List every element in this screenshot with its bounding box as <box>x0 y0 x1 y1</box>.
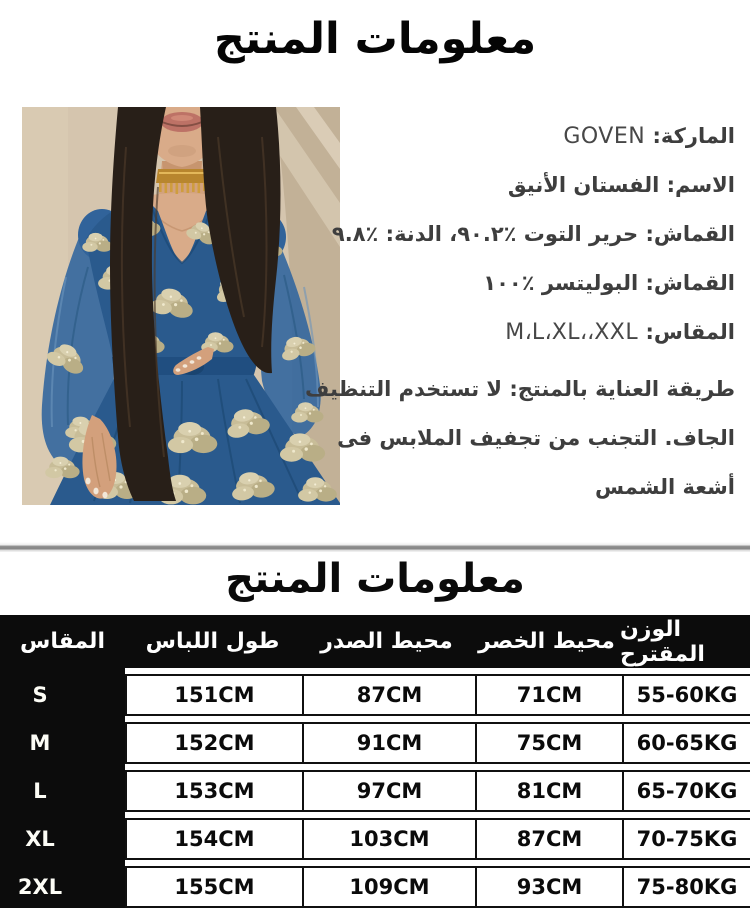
detail-brand-label: الماركة: <box>652 124 735 148</box>
length-cell: 154CM <box>174 827 255 851</box>
weight-cell: 70-75KG <box>622 820 750 858</box>
waist-cell: 71CM <box>475 676 622 714</box>
weight-cell: 75-80KG <box>622 868 750 906</box>
size-label: S <box>32 683 48 707</box>
detail-sizes <box>363 308 735 357</box>
size-section-title: معلومات المنتج <box>225 556 525 602</box>
product-photo <box>22 107 340 505</box>
product-photo-illustration <box>22 107 340 505</box>
size-label: XL <box>25 827 55 851</box>
size-label: M <box>29 731 51 755</box>
bust-cell: 87CM <box>302 676 475 714</box>
weight-cell: 65-70KG <box>622 772 750 810</box>
detail-sizes-value: M،L،XL،،XXL <box>505 320 639 345</box>
weight-cell: 55-60KG <box>622 676 750 714</box>
bust-cell: 91CM <box>302 724 475 762</box>
bust-cell: 109CM <box>302 868 475 906</box>
detail-care-line2: الجاف. التجنب من تجفيف الملابس فى <box>337 426 735 450</box>
detail-fabric-silk: القماش: حرير التوت ٪٩٠.٢، الدنة: ٪٩.٨ <box>331 222 735 246</box>
detail-care-line3: أشعة الشمس <box>595 475 735 499</box>
product-details <box>305 112 735 512</box>
length-cell: 151CM <box>174 683 255 707</box>
table-row <box>125 818 750 860</box>
waist-cell: 81CM <box>475 772 622 810</box>
size-chart-rows <box>125 674 750 914</box>
detail-brand <box>363 112 735 161</box>
size-label: 2XL <box>17 875 63 899</box>
detail-care-line1: طريقة العناية بالمنتج: لا تستخدم التنظيف <box>305 377 735 401</box>
size-chart <box>0 615 750 908</box>
waist-cell: 75CM <box>475 724 622 762</box>
length-cell: 155CM <box>174 875 255 899</box>
col-header-length: طول اللباس <box>145 629 280 654</box>
size-column <box>0 668 125 908</box>
page-title: معلومات المنتج <box>213 14 537 64</box>
table-row <box>125 770 750 812</box>
table-row <box>125 722 750 764</box>
size-chart-header <box>0 615 750 668</box>
detail-fabric-polyester: القماش: البوليتسر ٪١٠٠ <box>483 271 735 295</box>
bust-cell: 97CM <box>302 772 475 810</box>
detail-sizes-label: المقاس: <box>645 320 735 344</box>
bust-cell: 103CM <box>302 820 475 858</box>
size-chart-body <box>0 668 750 908</box>
waist-cell: 93CM <box>475 868 622 906</box>
length-cell: 153CM <box>174 779 255 803</box>
col-header-size: المقاس <box>19 629 105 654</box>
waist-cell: 87CM <box>475 820 622 858</box>
col-header-waist: محيط الخصر <box>478 629 615 654</box>
size-label: L <box>33 779 47 803</box>
table-row <box>125 674 750 716</box>
detail-name: الاسم: الفستان الأنيق <box>507 173 735 197</box>
detail-brand-value: GOVEN <box>563 124 646 149</box>
weight-cell: 60-65KG <box>622 724 750 762</box>
table-row <box>125 866 750 908</box>
length-cell: 152CM <box>174 731 255 755</box>
col-header-weight: الوزن المقترح <box>620 616 705 667</box>
col-header-bust: محيط الصدر <box>320 629 453 654</box>
